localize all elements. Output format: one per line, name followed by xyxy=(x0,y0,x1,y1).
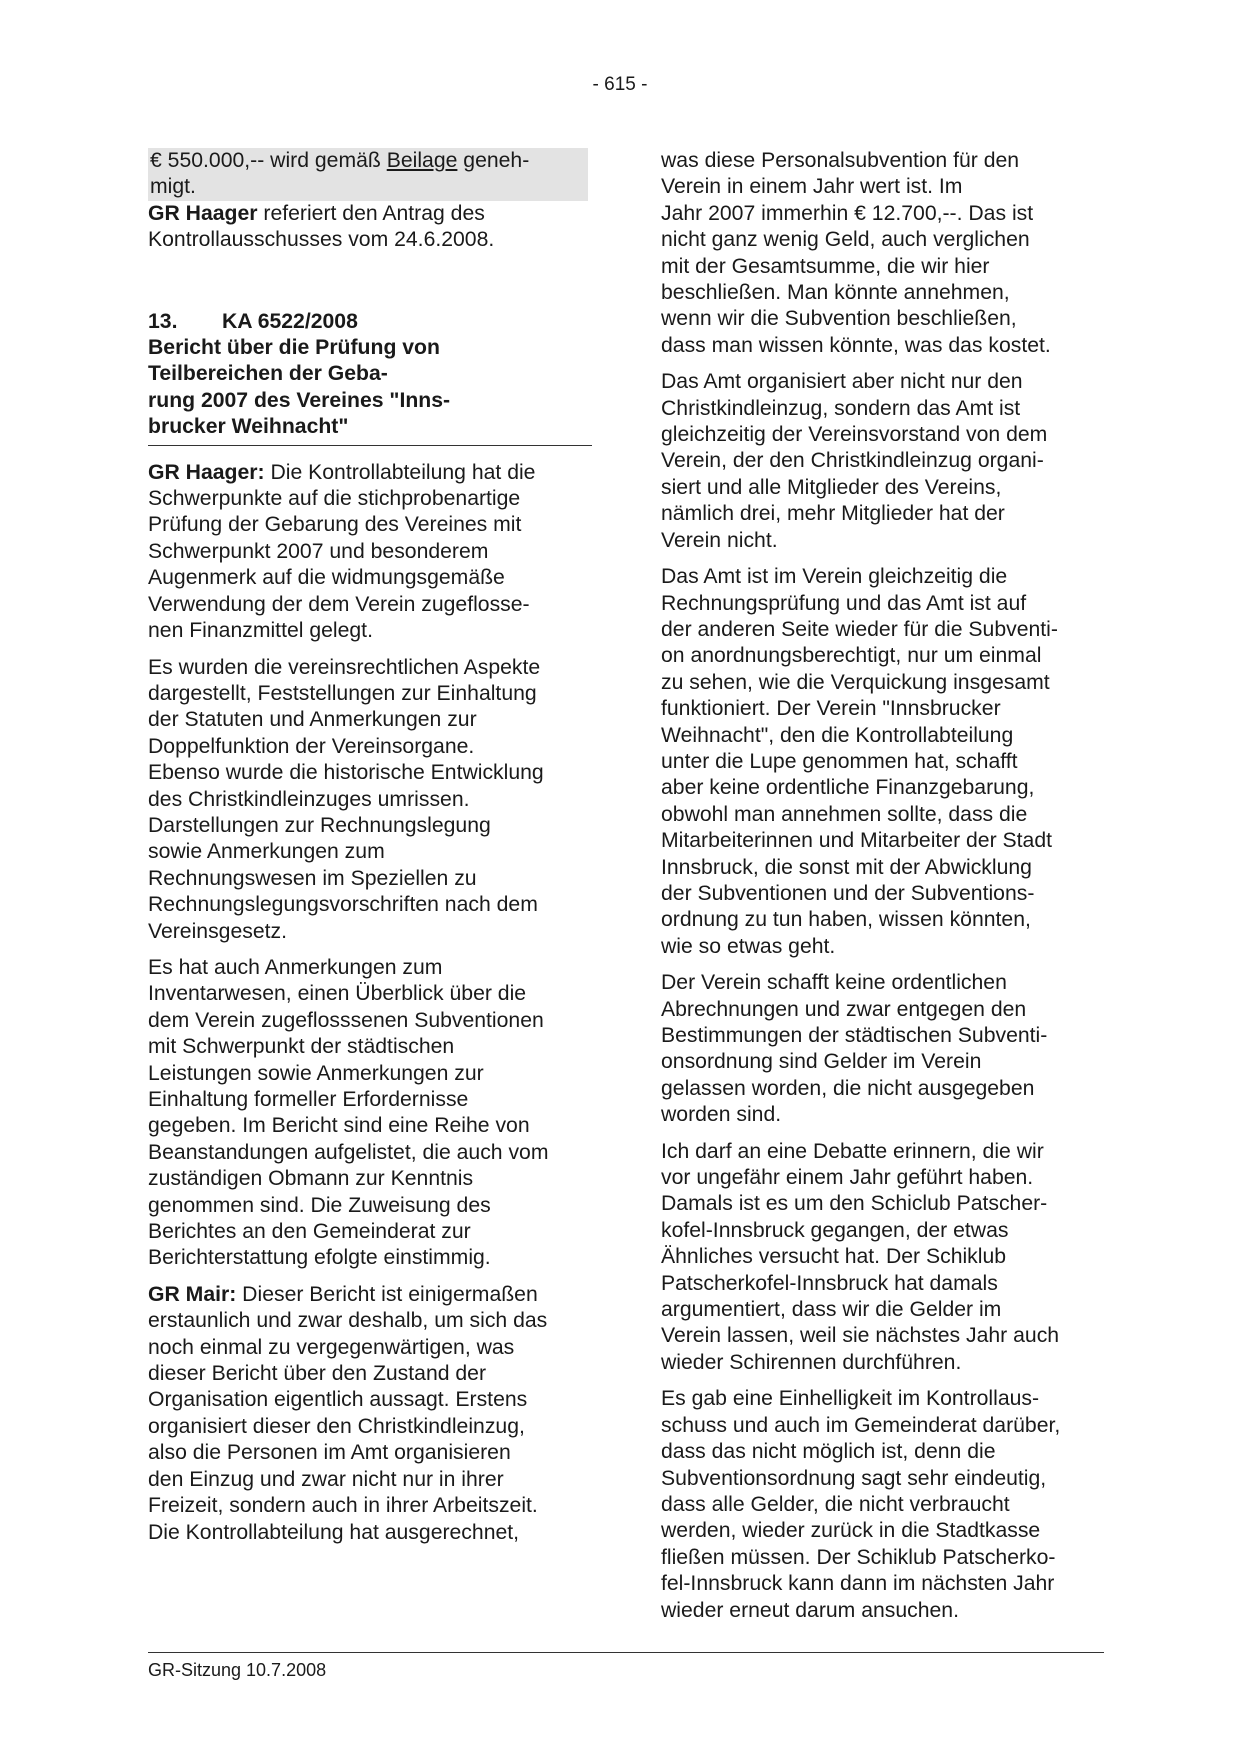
resolution-text-end: geneh- migt. xyxy=(150,149,530,199)
agenda-divider xyxy=(148,445,592,446)
paragraph-text: Die Kontrollabteilung hat die Schwerpunkte auf die stichprobenartige Prüfung der Gebarung des Vereines mit Schwerpunkt 2007 und besonderem Augenmerk auf die widmungsgemäße Verwendung der dem Verein zugeflosse- nen Finanzmittel gelegt. xyxy=(148,460,536,643)
paragraph: Ich darf an eine Debatte erinnern, die wir vor ungefähr einem Jahr geführt haben. Damals ist es um den Schiclub Patscher- kofel-Innsbruck gegangen, der etwas Ähnliches versucht hat. Der Schiklub Patscherkofel-Innsbruck hat damals argumentiert, dass wir die Gelder im Verein lassen, weil sie nächstes Jahr auch wieder Schirennen durchführen. xyxy=(661,1139,1060,1374)
page-number: - 615 - xyxy=(592,74,648,95)
paragraph: Es wurden die vereinsrechtlichen Aspekte dargestellt, Feststellungen zur Einhaltung der Statuten und Anmerkungen zur Doppelfunktion der Vereinsorgane. Ebenso wurde die historische Entwicklung des Christkindleinzuges umrissen. Darstellungen zur Rechnungslegung sowie Anmerkungen zum Rechnungswesen im Speziellen zu Rechnungslegungsvorschriften nach dem Vereinsgesetz. xyxy=(148,655,544,943)
paragraph: Es hat auch Anmerkungen zum Inventarwesen, einen Überblick über die dem Verein zugeflosssenen Subventionen mit Schwerpunkt der städtischen Leistungen sowie Anmerkungen zur Einhaltung formeller Erfordernisse gegeben. Im Bericht sind eine Reihe von Beanstandungen aufgelistet, die auch vom zuständigen Obmann zur Kenntnis genommen sind. Die Zuweisung des Berichtes an den Gemeinderat zur Berichterstattung efolgte einstimmig. xyxy=(148,955,549,1270)
beilage-link[interactable]: Beilage xyxy=(386,149,458,172)
speaker-name: GR Mair: xyxy=(148,1282,237,1306)
agenda-code: KA 6522/2008 xyxy=(222,309,358,333)
shaded-resolution-text xyxy=(148,148,588,201)
left-column xyxy=(148,148,592,1546)
right-column xyxy=(661,148,1106,1624)
agenda-title: Bericht über die Prüfung von Teilbereichen der Geba- rung 2007 des Vereines "Inns- brucker Weihnacht" xyxy=(148,336,451,439)
agenda-number: 13. xyxy=(148,309,178,333)
referral-text: referiert den Antrag des Kontrollausschusses vom 24.6.2008. xyxy=(148,201,495,252)
resolution-text-start: € 550.000,-- wird gemäß xyxy=(150,149,387,172)
paragraph: Es gab eine Einhelligkeit im Kontrollaus- schuss und auch im Gemeinderat darüber, dass das nicht möglich ist, denn die Subventionsordnung sagt sehr eindeutig, dass alle Gelder, die nicht verbraucht werden, wieder zurück in die Stadtkasse fließen müssen. Der Schiklub Patscherko- fel-Innsbruck kann dann im nächsten Jahr wieder erneut darum ansuchen. xyxy=(661,1387,1061,1622)
paragraph: Das Amt ist im Verein gleichzeitig die Rechnungsprüfung und das Amt ist auf der anderen Seite wieder für die Subventi- on anordnungsberechtigt, nur um einmal zu sehen, wie die Verquickung insgesamt funktioniert. Der Verein "Innsbrucker Weihnacht", den die Kontrollabteilung unter die Lupe genommen hat, schafft aber keine ordentliche Finanzgebarung, obwohl man annehmen sollte, dass die Mitarbeiterinnen und Mitarbeiter der Stadt Innsbruck, die sonst mit der Abwicklung der Subventionen und der Subventions- ordnung zu tun haben, wissen könnten, wie so etwas geht. xyxy=(661,565,1058,958)
paragraph: Der Verein schafft keine ordentlichen Abrechnungen und zwar entgegen den Bestimmungen der städtischen Subventi- onsordnung sind Gelder im Verein gelassen worden, die nicht ausgegeben worden sind. xyxy=(661,971,1048,1127)
paragraph: Das Amt organisiert aber nicht nur den Christkindleinzug, sondern das Amt ist gleichzeitig der Vereinsvorstand von dem Verein, der den Christkindleinzug organi- siert und alle Mitglieder des Vereins, nämlich drei, mehr Mitglieder hat der Verein nicht. xyxy=(661,370,1048,552)
speaker-name: GR Haager: xyxy=(148,460,265,484)
footer-divider xyxy=(148,1652,1104,1653)
agenda-item xyxy=(148,309,592,446)
speaker-name: GR Haager xyxy=(148,201,258,225)
footer-session-date: GR-Sitzung 10.7.2008 xyxy=(148,1660,327,1680)
paragraph-mair xyxy=(148,1282,592,1546)
referral-paragraph xyxy=(148,201,592,254)
paragraph-text: Dieser Bericht ist einigermaßen erstaunlich und zwar deshalb, um sich das noch einmal zu vergegenwärtigen, was dieser Bericht über den Zustand der Organisation eigentlich aussagt. Erstens organisiert dieser den Christkindleinzug, also die Personen im Amt organisieren den Einzug und zwar nicht nur in ihrer Freizeit, sondern auch in ihrer Arbeitszeit. Die Kontrollabteilung hat ausgerechnet, xyxy=(148,1282,548,1544)
paragraph: was diese Personalsubvention für den Verein in einem Jahr wert ist. Im Jahr 2007 immerhin € 12.700,--. Das ist nicht ganz wenig Geld, auch verglichen mit der Gesamtsumme, die wir hier beschließen. Man könnte annehmen, wenn wir die Subvention beschließen, dass man wissen könnte, was das kostet. xyxy=(661,149,1051,357)
paragraph-haager xyxy=(148,460,592,645)
agenda-heading xyxy=(148,309,592,335)
